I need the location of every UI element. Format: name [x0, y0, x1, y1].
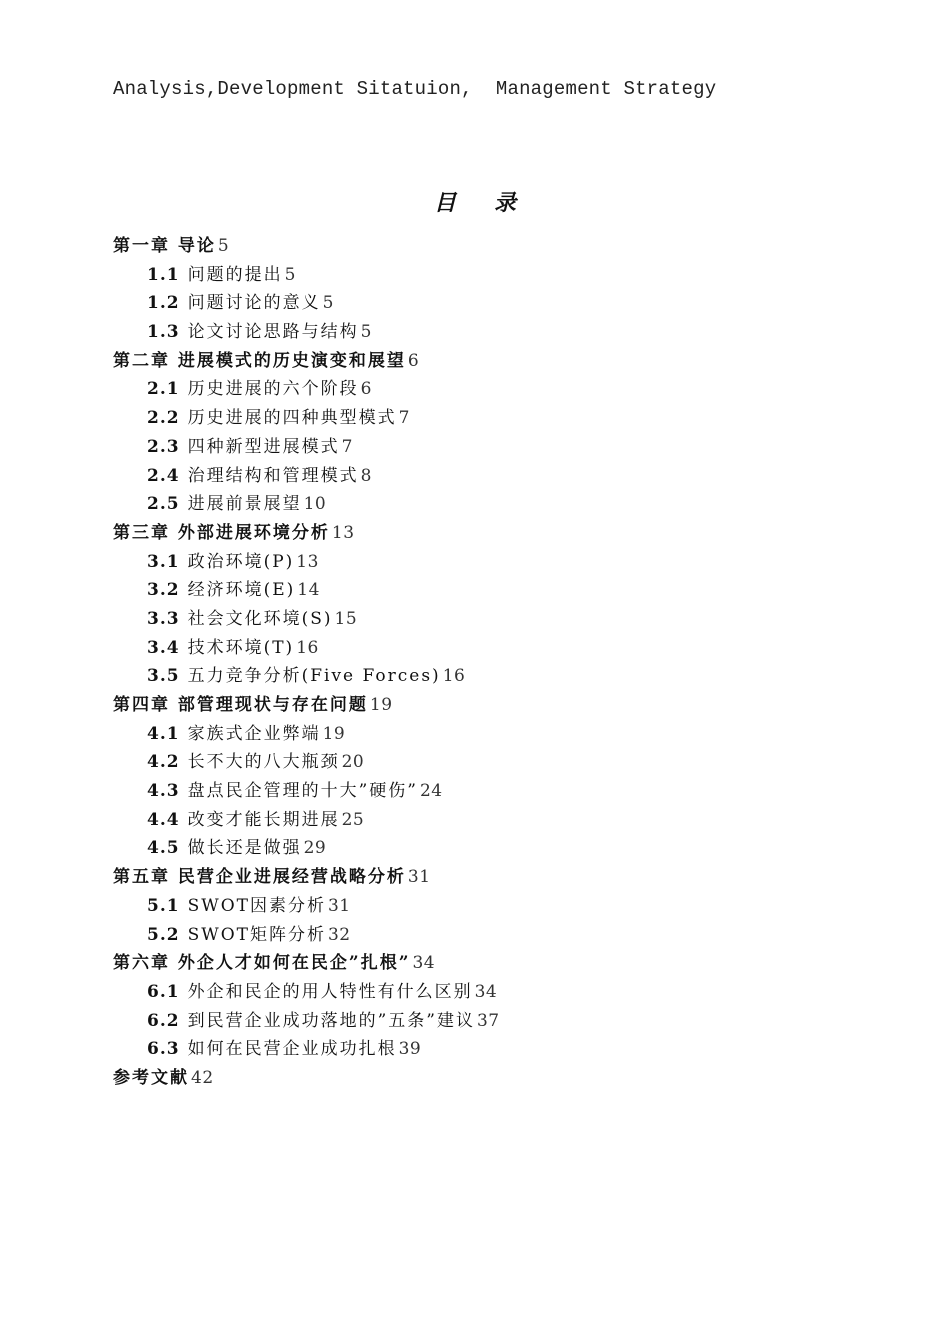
toc-entry-label: SWOT矩阵分析 [187, 924, 326, 945]
toc-entry-label: 经济环境(E) [187, 580, 296, 601]
toc-section-number: 6.3 [147, 1039, 180, 1060]
toc-section-entry[interactable] [113, 1035, 813, 1064]
toc-entry-label: 社会文化环境(S) [187, 608, 333, 629]
toc-entry-label: 家族式企业弊端 [187, 723, 321, 744]
toc-section-entry[interactable] [113, 1007, 813, 1036]
toc-entry-label: 第二章 进展模式的历史演变和展望 [113, 350, 406, 371]
toc-page-number: 16 [296, 637, 319, 658]
toc-section-number: 3.2 [147, 580, 180, 601]
toc-section-number: 4.3 [147, 781, 180, 802]
toc-section-entry[interactable] [113, 261, 813, 290]
toc-section-number: 1.2 [147, 293, 180, 314]
toc-entry-label: 第六章 外企人才如何在民企”扎根” [113, 953, 411, 974]
toc-section-entry[interactable] [113, 834, 813, 863]
toc-entry-label: 技术环境(T) [187, 637, 295, 658]
toc-page-number: 5 [322, 293, 334, 314]
toc-entry-label: 治理结构和管理模式 [187, 465, 359, 486]
toc-section-entry[interactable] [113, 375, 813, 404]
toc-entry-label: 外企和民企的用人特性有什么区别 [187, 981, 473, 1002]
toc-section-entry[interactable] [113, 462, 813, 491]
toc-section-number: 5.1 [147, 895, 180, 916]
toc-entry-label: 第三章 外部进展环境分析 [113, 522, 330, 543]
toc-section-number: 6.2 [147, 1010, 180, 1031]
toc-entry-label: 问题的提出 [187, 264, 283, 285]
toc-entry-label: 盘点民企管理的十大”硬伤” [187, 781, 418, 802]
toc-section-entry[interactable] [113, 921, 813, 950]
toc-section-entry[interactable] [113, 748, 813, 777]
toc-section-number: 5.2 [147, 924, 180, 945]
toc-chapter-entry[interactable] [113, 232, 813, 261]
toc-entry-label: 第五章 民营企业进展经营战略分析 [113, 867, 406, 888]
toc-entry-label: 历史进展的六个阶段 [187, 379, 359, 400]
toc-section-entry[interactable] [113, 634, 813, 663]
toc-entry-label: 四种新型进展模式 [187, 436, 340, 457]
toc-page-number: 37 [476, 1010, 500, 1031]
toc-section-entry[interactable] [113, 433, 813, 462]
toc-page-number: 19 [322, 723, 346, 744]
toc-page-number: 7 [341, 436, 353, 457]
toc-entry-label: 问题讨论的意义 [187, 293, 321, 314]
toc-chapter-entry[interactable] [113, 519, 813, 548]
toc-chapter-entry[interactable] [113, 691, 813, 720]
toc-page-number: 24 [419, 781, 443, 802]
toc-page-number: 34 [474, 981, 498, 1002]
toc-page-number: 32 [327, 924, 351, 945]
toc-section-entry[interactable] [113, 318, 813, 347]
toc-section-number: 3.1 [147, 551, 180, 572]
toc-page-number: 31 [407, 867, 431, 888]
keywords-line: Analysis,Development Sitatuion, Management Strategy [113, 78, 717, 100]
toc-entry-label: 参考文献 [113, 1067, 189, 1088]
toc-section-entry[interactable] [113, 404, 813, 433]
toc-entry-label: 历史进展的四种典型模式 [187, 408, 397, 429]
toc-page-number: 25 [341, 809, 365, 830]
toc-page-number: 13 [296, 551, 319, 572]
toc-section-entry[interactable] [113, 605, 813, 634]
toc-page-number: 6 [360, 379, 372, 400]
toc-section-number: 2.3 [147, 436, 180, 457]
toc-section-number: 3.3 [147, 608, 180, 629]
toc-page-number: 6 [407, 350, 420, 371]
toc-page-number: 31 [327, 895, 351, 916]
toc-entry-label: 长不大的八大瓶颈 [187, 752, 340, 773]
toc-page-number: 39 [398, 1039, 422, 1060]
toc-page-number: 20 [341, 752, 365, 773]
toc-entry-label: SWOT因素分析 [187, 895, 326, 916]
toc-section-entry[interactable] [113, 720, 813, 749]
toc-page-number: 34 [412, 953, 436, 974]
toc-section-number: 2.1 [147, 379, 180, 400]
toc-section-entry[interactable] [113, 576, 813, 605]
toc-section-number: 2.5 [147, 494, 180, 515]
toc-entry-label: 进展前景展望 [187, 494, 302, 515]
toc-entry-label: 论文讨论思路与结构 [187, 322, 359, 343]
toc-section-number: 1.1 [147, 264, 180, 285]
toc-page-number: 13 [331, 522, 355, 543]
toc-entry-label: 改变才能长期进展 [187, 809, 340, 830]
toc-page-number: 7 [398, 408, 410, 429]
toc-page-number: 14 [297, 580, 320, 601]
toc-entry-label: 五力竞争分析(Five Forces) [187, 666, 441, 687]
toc-section-entry[interactable] [113, 548, 813, 577]
toc-section-entry[interactable] [113, 662, 813, 691]
toc-section-entry[interactable] [113, 289, 813, 318]
toc-chapter-entry[interactable] [113, 1064, 813, 1093]
toc-page-number: 5 [284, 264, 296, 285]
toc-chapter-entry[interactable] [113, 949, 813, 978]
toc-page-number: 19 [369, 695, 393, 715]
toc-section-number: 4.1 [147, 723, 180, 744]
toc-section-entry[interactable] [113, 777, 813, 806]
toc-entry-label: 做长还是做强 [187, 838, 302, 859]
toc-section-number: 4.5 [147, 838, 180, 859]
toc-page-number: 16 [442, 666, 466, 687]
toc-entry-label: 第四章 部管理现状与存在问题 [113, 695, 368, 715]
toc-chapter-entry[interactable] [113, 347, 813, 376]
toc-section-number: 2.2 [147, 408, 180, 429]
toc-page-number: 15 [334, 608, 358, 629]
toc-entry-label: 政治环境(P) [187, 551, 295, 572]
table-of-contents [113, 232, 813, 1093]
toc-section-entry[interactable] [113, 490, 813, 519]
toc-entry-label: 到民营企业成功落地的”五条”建议 [187, 1010, 475, 1031]
toc-section-number: 4.4 [147, 809, 180, 830]
toc-section-number: 2.4 [147, 465, 180, 486]
toc-section-number: 4.2 [147, 752, 180, 773]
toc-section-entry[interactable] [113, 806, 813, 835]
toc-section-number: 1.3 [147, 322, 180, 343]
toc-page-number: 10 [303, 494, 327, 515]
toc-section-number: 6.1 [147, 981, 180, 1002]
toc-entry-label: 如何在民营企业成功扎根 [187, 1039, 397, 1060]
toc-page-number: 5 [217, 236, 230, 256]
toc-page-number: 29 [303, 838, 327, 859]
toc-page-number: 42 [191, 1067, 214, 1088]
toc-chapter-entry[interactable] [113, 863, 813, 892]
toc-entry-label: 第一章 导论 [113, 236, 216, 256]
toc-page-number: 5 [360, 322, 372, 343]
toc-title: 目录 [433, 190, 554, 216]
toc-section-number: 3.4 [147, 637, 180, 658]
toc-section-entry[interactable] [113, 892, 813, 921]
toc-page-number: 8 [360, 465, 372, 486]
toc-section-entry[interactable] [113, 978, 813, 1007]
toc-section-number: 3.5 [147, 666, 180, 687]
